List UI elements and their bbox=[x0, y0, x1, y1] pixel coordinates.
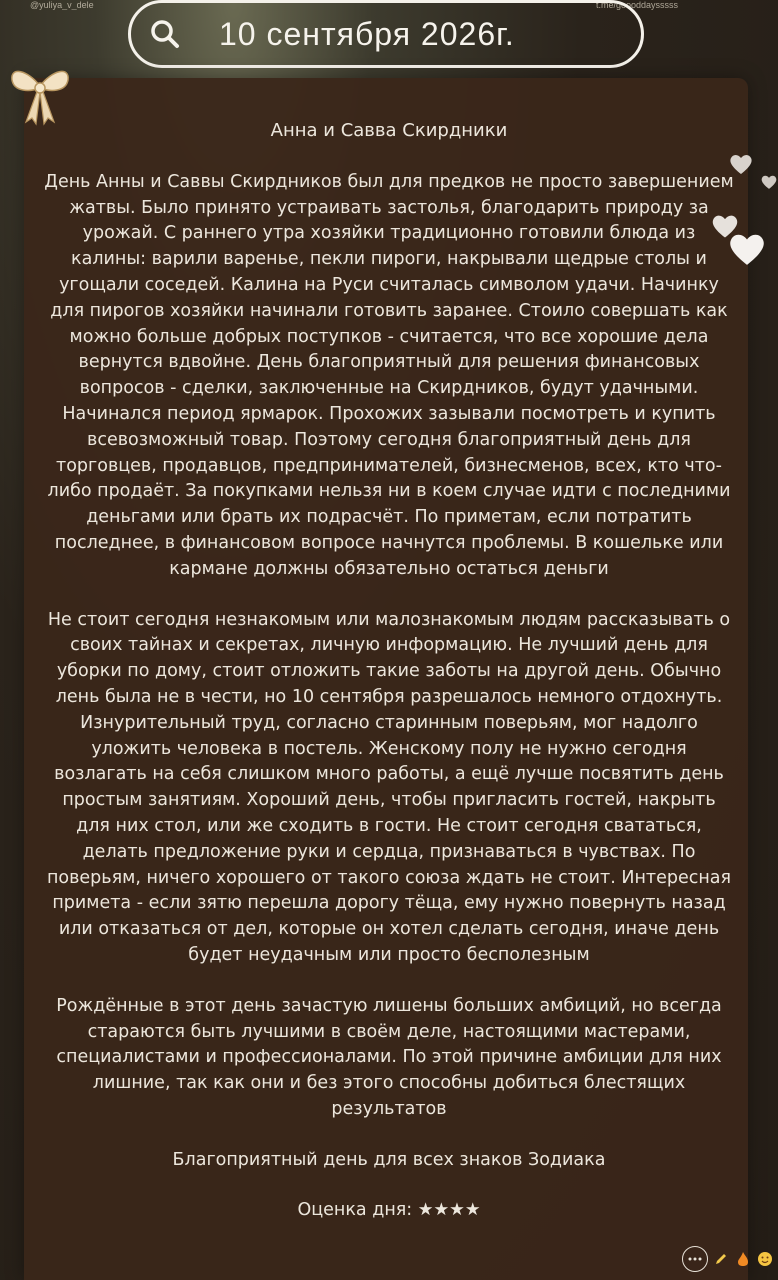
emoji-icon[interactable] bbox=[756, 1250, 774, 1268]
channel-link[interactable]: t.me/goooddaysssss bbox=[595, 0, 678, 10]
author-handle: @yuliya_v_dele bbox=[30, 0, 94, 10]
rating-label: Оценка дня: bbox=[297, 1200, 413, 1221]
fire-icon[interactable] bbox=[734, 1250, 752, 1268]
article-title: Анна и Савва Скирдники bbox=[270, 120, 508, 141]
article-body bbox=[44, 118, 734, 1249]
date-search-bar[interactable] bbox=[128, 0, 644, 68]
article-paragraph: Не стоит сегодня незнакомым или малознакомым людям рассказывать о своих тайнах и секретах, личную информацию. Не лучший день для уборки по дому, стоит отложить такие заботы на другой день. Обычно лень была не в чести, но 10 сентября разрешалось немного отдохнуть. Изнурительный труд, согласно старинным поверьям, мог надолго уложить человека в постель. Женскому полу не нужно сегодня возлагать на себя слишком много работы, а ещё лучше посвятить день простым занятиям. Хороший день, чтобы пригласить гостей, накрыть для них стол, или же сходить в гости. Не стоит сегодня свататься, делать предложение руки и сердца, признаваться в чувствах. По поверьям, ничего хорошего от такого союза ждать не стоит. Интересная примета - если зятю перешла дорогу тёща, ему нужно повернуть назад или отказаться от дел, которые он хотел сделать сегодня, иначе день будет неудачным или просто бесполезным bbox=[46, 609, 732, 965]
article-paragraph: День Анны и Саввы Скирдников был для предков не просто завершением жатвы. Было принято устраивать застолья, благодарить природу за урожай. С раннего утра хозяйки традиционно готовили блюда из калины: варили варенье, пекли пироги, накрывали щедрые столы и угощали соседей. Калина на Руси считалась символом удачи. Начинку для пирогов хозяйки начинали готовить заранее. Стоило совершать как можно больше добрых поступков - считается, что все хорошие дела вернутся вдвойне. День благоприятный для решения финансовых вопросов - сделки, заключенные на Скирдников, будут удачными. Начинался период ярмарок. Прохожих зазывали посмотреть и купить всевозможный товар. Поэтому сегодня благоприятный день для торговцев, продавцов, предпринимателей, бизнесменов, всех, кто что-либо продаёт. За покупками нельзя ни в коем случае идти с последними деньгами или брать их подрасчёт. По приметам, если потратить последнее, в финансовом вопросе начнутся проблемы. В кошельке или кармане должны обязательно остаться деньги bbox=[44, 171, 734, 579]
zodiac-line: Благоприятный день для всех знаков Зодиака bbox=[172, 1149, 606, 1170]
heart-icon bbox=[726, 230, 768, 268]
search-icon bbox=[145, 14, 185, 54]
heart-icon bbox=[728, 152, 754, 176]
search-query-text: 10 сентября 2026г. bbox=[219, 15, 515, 52]
heart-icon bbox=[760, 172, 778, 192]
corner-reactions bbox=[674, 1244, 774, 1274]
rating-stars: ★★★★ bbox=[417, 1200, 481, 1221]
more-icon[interactable] bbox=[682, 1246, 708, 1272]
rating-line bbox=[44, 1198, 734, 1224]
article-paragraph: Рождённые в этот день зачастую лишены больших амбиций, но всегда стараются быть лучшими в своём деле, настоящими мастерами, специалистами и профессионалами. По этой причине амбиции для них лишние, так как они и без этого способны добиться блестящих результатов bbox=[56, 995, 722, 1119]
pencil-icon[interactable] bbox=[712, 1250, 730, 1268]
